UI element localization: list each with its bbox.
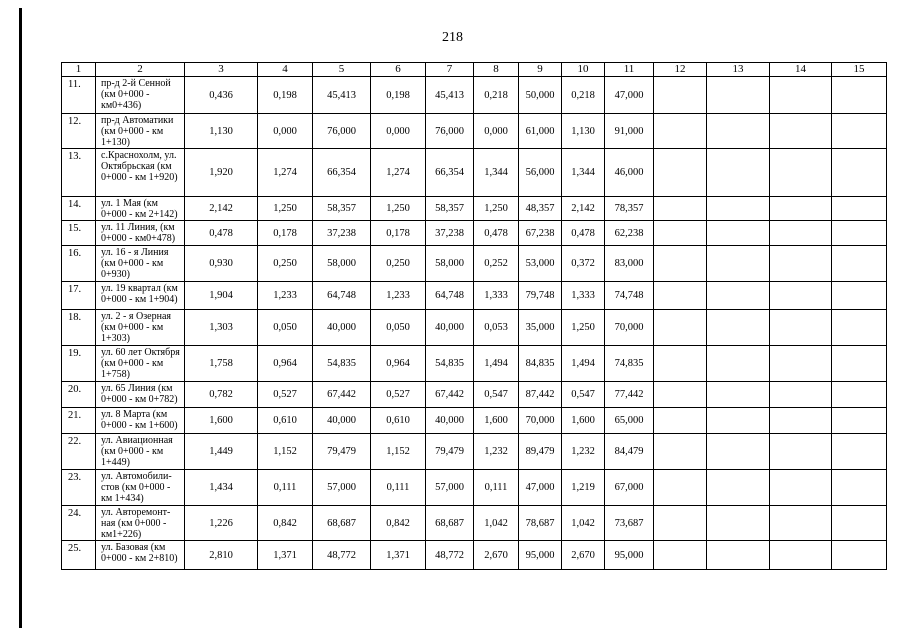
value-cell-col9: 95,000: [519, 541, 562, 570]
empty-cell-col13: [707, 221, 770, 246]
empty-cell-col14: [770, 382, 832, 408]
value-cell-col6: 0,111: [371, 470, 426, 506]
empty-cell-col13: [707, 346, 770, 382]
table-row: [62, 149, 887, 197]
value-cell-col9: 48,357: [519, 197, 562, 221]
empty-cell-col14: [770, 246, 832, 282]
value-cell-col10: 2,670: [562, 541, 605, 570]
value-cell-col11: 83,000: [605, 246, 654, 282]
empty-cell-col13: [707, 408, 770, 434]
value-cell-col11: 84,479: [605, 434, 654, 470]
value-cell-col11: 78,357: [605, 197, 654, 221]
row-number: 18.: [62, 310, 96, 346]
empty-cell-col13: [707, 246, 770, 282]
value-cell-col4: 1,371: [258, 541, 313, 570]
value-cell-col8: 1,232: [474, 434, 519, 470]
table-row: [62, 77, 887, 114]
table-row: [62, 246, 887, 282]
value-cell-col11: 46,000: [605, 149, 654, 197]
value-cell-col10: 1,344: [562, 149, 605, 197]
value-cell-col5: 76,000: [313, 114, 371, 149]
value-cell-col6: 1,274: [371, 149, 426, 197]
value-cell-col5: 68,687: [313, 506, 371, 541]
value-cell-col9: 50,000: [519, 77, 562, 114]
value-cell-col10: 1,250: [562, 310, 605, 346]
empty-cell-col12: [654, 434, 707, 470]
empty-cell-col15: [832, 408, 887, 434]
value-cell-col5: 40,000: [313, 408, 371, 434]
empty-cell-col13: [707, 114, 770, 149]
value-cell-col7: 64,748: [426, 282, 474, 310]
table-row: [62, 434, 887, 470]
value-cell-col9: 53,000: [519, 246, 562, 282]
value-cell-col6: 1,233: [371, 282, 426, 310]
value-cell-col7: 67,442: [426, 382, 474, 408]
value-cell-col3: 1,449: [185, 434, 258, 470]
value-cell-col4: 1,152: [258, 434, 313, 470]
value-cell-col5: 67,442: [313, 382, 371, 408]
value-cell-col5: 58,000: [313, 246, 371, 282]
value-cell-col5: 57,000: [313, 470, 371, 506]
empty-cell-col13: [707, 541, 770, 570]
row-number: 22.: [62, 434, 96, 470]
value-cell-col5: 48,772: [313, 541, 371, 570]
value-cell-col8: 0,252: [474, 246, 519, 282]
empty-cell-col12: [654, 149, 707, 197]
empty-cell-col15: [832, 506, 887, 541]
row-number: 17.: [62, 282, 96, 310]
value-cell-col4: 0,964: [258, 346, 313, 382]
value-cell-col7: 48,772: [426, 541, 474, 570]
street-name: ул. 1 Мая (км 0+000 - км 2+142): [96, 197, 185, 221]
empty-cell-col13: [707, 310, 770, 346]
row-number: 20.: [62, 382, 96, 408]
row-number: 24.: [62, 506, 96, 541]
empty-cell-col12: [654, 114, 707, 149]
value-cell-col7: 40,000: [426, 408, 474, 434]
empty-cell-col15: [832, 470, 887, 506]
empty-cell-col14: [770, 77, 832, 114]
table-row: [62, 382, 887, 408]
empty-cell-col12: [654, 246, 707, 282]
value-cell-col9: 78,687: [519, 506, 562, 541]
value-cell-col8: 1,600: [474, 408, 519, 434]
value-cell-col9: 35,000: [519, 310, 562, 346]
empty-cell-col12: [654, 470, 707, 506]
street-name: ул. Автомобили-стов (км 0+000 - км 1+434): [96, 470, 185, 506]
row-number: 21.: [62, 408, 96, 434]
value-cell-col9: 47,000: [519, 470, 562, 506]
value-cell-col4: 0,178: [258, 221, 313, 246]
value-cell-col8: 0,000: [474, 114, 519, 149]
value-cell-col10: 0,218: [562, 77, 605, 114]
road-data-table: [61, 62, 887, 570]
value-cell-col8: 2,670: [474, 541, 519, 570]
empty-cell-col14: [770, 310, 832, 346]
empty-cell-col14: [770, 541, 832, 570]
value-cell-col5: 40,000: [313, 310, 371, 346]
value-cell-col8: 1,333: [474, 282, 519, 310]
value-cell-col8: 0,053: [474, 310, 519, 346]
value-cell-col4: 0,250: [258, 246, 313, 282]
row-number: 23.: [62, 470, 96, 506]
value-cell-col5: 37,238: [313, 221, 371, 246]
value-cell-col4: 1,250: [258, 197, 313, 221]
value-cell-col4: 0,111: [258, 470, 313, 506]
value-cell-col4: 0,198: [258, 77, 313, 114]
empty-cell-col15: [832, 282, 887, 310]
value-cell-col6: 0,964: [371, 346, 426, 382]
empty-cell-col12: [654, 382, 707, 408]
table-row: [62, 197, 887, 221]
table-row: [62, 541, 887, 570]
value-cell-col7: 68,687: [426, 506, 474, 541]
empty-cell-col14: [770, 114, 832, 149]
row-number: 16.: [62, 246, 96, 282]
street-name: ул. Авиационная (км 0+000 - км 1+449): [96, 434, 185, 470]
empty-cell-col14: [770, 434, 832, 470]
row-number: 15.: [62, 221, 96, 246]
header-cell: 14: [770, 63, 832, 77]
value-cell-col9: 70,000: [519, 408, 562, 434]
header-cell: 7: [426, 63, 474, 77]
street-name: с.Краснохолм, ул. Октябрьская (км 0+000 - км 1+920): [96, 149, 185, 197]
street-name: ул. 16 - я Линия (км 0+000 - км 0+930): [96, 246, 185, 282]
value-cell-col9: 79,748: [519, 282, 562, 310]
header-cell: 12: [654, 63, 707, 77]
value-cell-col10: 1,494: [562, 346, 605, 382]
header-cell: 8: [474, 63, 519, 77]
header-cell: 2: [96, 63, 185, 77]
value-cell-col10: 1,130: [562, 114, 605, 149]
row-number: 25.: [62, 541, 96, 570]
table-row: [62, 408, 887, 434]
value-cell-col6: 1,371: [371, 541, 426, 570]
row-number: 13.: [62, 149, 96, 197]
value-cell-col5: 79,479: [313, 434, 371, 470]
value-cell-col11: 91,000: [605, 114, 654, 149]
value-cell-col11: 65,000: [605, 408, 654, 434]
value-cell-col9: 61,000: [519, 114, 562, 149]
value-cell-col10: 1,600: [562, 408, 605, 434]
value-cell-col3: 1,600: [185, 408, 258, 434]
value-cell-col3: 1,226: [185, 506, 258, 541]
empty-cell-col14: [770, 221, 832, 246]
street-name: ул. 19 квартал (км 0+000 - км 1+904): [96, 282, 185, 310]
empty-cell-col12: [654, 506, 707, 541]
street-name: ул. 11 Линия, (км 0+000 - км0+478): [96, 221, 185, 246]
value-cell-col7: 79,479: [426, 434, 474, 470]
empty-cell-col14: [770, 506, 832, 541]
street-name: ул. 60 лет Октября (км 0+000 - км 1+758): [96, 346, 185, 382]
empty-cell-col13: [707, 470, 770, 506]
value-cell-col4: 0,842: [258, 506, 313, 541]
value-cell-col8: 0,111: [474, 470, 519, 506]
value-cell-col10: 1,232: [562, 434, 605, 470]
empty-cell-col15: [832, 541, 887, 570]
empty-cell-col15: [832, 77, 887, 114]
empty-cell-col13: [707, 506, 770, 541]
empty-cell-col12: [654, 282, 707, 310]
value-cell-col6: 0,050: [371, 310, 426, 346]
value-cell-col3: 1,904: [185, 282, 258, 310]
value-cell-col6: 1,152: [371, 434, 426, 470]
empty-cell-col15: [832, 346, 887, 382]
value-cell-col6: 0,842: [371, 506, 426, 541]
value-cell-col9: 84,835: [519, 346, 562, 382]
street-name: ул. 2 - я Озерная (км 0+000 - км 1+303): [96, 310, 185, 346]
value-cell-col3: 0,436: [185, 77, 258, 114]
value-cell-col8: 0,478: [474, 221, 519, 246]
empty-cell-col15: [832, 197, 887, 221]
empty-cell-col12: [654, 541, 707, 570]
value-cell-col5: 54,835: [313, 346, 371, 382]
value-cell-col11: 67,000: [605, 470, 654, 506]
value-cell-col10: 1,219: [562, 470, 605, 506]
value-cell-col11: 47,000: [605, 77, 654, 114]
value-cell-col10: 1,042: [562, 506, 605, 541]
value-cell-col5: 45,413: [313, 77, 371, 114]
value-cell-col9: 87,442: [519, 382, 562, 408]
value-cell-col7: 66,354: [426, 149, 474, 197]
value-cell-col11: 70,000: [605, 310, 654, 346]
empty-cell-col15: [832, 434, 887, 470]
value-cell-col3: 0,782: [185, 382, 258, 408]
street-name: пр-д Автоматики (км 0+000 - км 1+130): [96, 114, 185, 149]
value-cell-col7: 58,000: [426, 246, 474, 282]
value-cell-col6: 0,527: [371, 382, 426, 408]
value-cell-col8: 1,250: [474, 197, 519, 221]
table-body: [62, 77, 887, 570]
value-cell-col6: 0,000: [371, 114, 426, 149]
value-cell-col6: 0,250: [371, 246, 426, 282]
empty-cell-col13: [707, 149, 770, 197]
street-name: пр-д 2-й Сенной (км 0+000 - км0+436): [96, 77, 185, 114]
empty-cell-col13: [707, 382, 770, 408]
value-cell-col11: 77,442: [605, 382, 654, 408]
value-cell-col7: 45,413: [426, 77, 474, 114]
empty-cell-col13: [707, 197, 770, 221]
header-cell: 11: [605, 63, 654, 77]
value-cell-col3: 2,142: [185, 197, 258, 221]
value-cell-col4: 0,610: [258, 408, 313, 434]
value-cell-col11: 95,000: [605, 541, 654, 570]
table-row: [62, 346, 887, 382]
empty-cell-col12: [654, 197, 707, 221]
header-cell: 13: [707, 63, 770, 77]
value-cell-col9: 67,238: [519, 221, 562, 246]
binding-bar: [19, 8, 22, 628]
value-cell-col4: 0,527: [258, 382, 313, 408]
value-cell-col3: 0,478: [185, 221, 258, 246]
value-cell-col11: 74,835: [605, 346, 654, 382]
header-cell: 6: [371, 63, 426, 77]
empty-cell-col13: [707, 282, 770, 310]
page-number: 218: [442, 30, 463, 45]
header-cell: 9: [519, 63, 562, 77]
value-cell-col10: 0,478: [562, 221, 605, 246]
value-cell-col9: 89,479: [519, 434, 562, 470]
street-name: ул. Базовая (км 0+000 - км 2+810): [96, 541, 185, 570]
table-row: [62, 282, 887, 310]
value-cell-col6: 0,198: [371, 77, 426, 114]
value-cell-col6: 0,610: [371, 408, 426, 434]
value-cell-col7: 57,000: [426, 470, 474, 506]
value-cell-col5: 58,357: [313, 197, 371, 221]
empty-cell-col14: [770, 197, 832, 221]
empty-cell-col15: [832, 382, 887, 408]
value-cell-col5: 66,354: [313, 149, 371, 197]
table-row: [62, 506, 887, 541]
value-cell-col7: 58,357: [426, 197, 474, 221]
value-cell-col3: 1,920: [185, 149, 258, 197]
header-cell: 5: [313, 63, 371, 77]
table-row: [62, 310, 887, 346]
value-cell-col3: 1,758: [185, 346, 258, 382]
empty-cell-col13: [707, 77, 770, 114]
value-cell-col11: 62,238: [605, 221, 654, 246]
header-cell: 1: [62, 63, 96, 77]
empty-cell-col12: [654, 310, 707, 346]
row-number: 19.: [62, 346, 96, 382]
header-cell: 10: [562, 63, 605, 77]
table-row: [62, 114, 887, 149]
value-cell-col7: 76,000: [426, 114, 474, 149]
header-cell: 15: [832, 63, 887, 77]
value-cell-col3: 1,434: [185, 470, 258, 506]
table-row: [62, 221, 887, 246]
value-cell-col5: 64,748: [313, 282, 371, 310]
empty-cell-col14: [770, 346, 832, 382]
value-cell-col4: 0,050: [258, 310, 313, 346]
value-cell-col4: 0,000: [258, 114, 313, 149]
value-cell-col11: 74,748: [605, 282, 654, 310]
street-name: ул. 8 Марта (км 0+000 - км 1+600): [96, 408, 185, 434]
empty-cell-col12: [654, 221, 707, 246]
empty-cell-col14: [770, 282, 832, 310]
value-cell-col11: 73,687: [605, 506, 654, 541]
value-cell-col7: 54,835: [426, 346, 474, 382]
empty-cell-col12: [654, 408, 707, 434]
row-number: 11.: [62, 77, 96, 114]
value-cell-col6: 0,178: [371, 221, 426, 246]
value-cell-col8: 1,042: [474, 506, 519, 541]
value-cell-col7: 37,238: [426, 221, 474, 246]
empty-cell-col12: [654, 77, 707, 114]
empty-cell-col15: [832, 149, 887, 197]
value-cell-col10: 1,333: [562, 282, 605, 310]
value-cell-col9: 56,000: [519, 149, 562, 197]
value-cell-col8: 1,344: [474, 149, 519, 197]
value-cell-col4: 1,274: [258, 149, 313, 197]
header-row: [62, 63, 887, 77]
value-cell-col8: 0,547: [474, 382, 519, 408]
header-cell: 4: [258, 63, 313, 77]
empty-cell-col15: [832, 310, 887, 346]
header-cell: 3: [185, 63, 258, 77]
value-cell-col3: 2,810: [185, 541, 258, 570]
value-cell-col10: 0,547: [562, 382, 605, 408]
empty-cell-col14: [770, 408, 832, 434]
value-cell-col3: 1,303: [185, 310, 258, 346]
value-cell-col8: 0,218: [474, 77, 519, 114]
value-cell-col7: 40,000: [426, 310, 474, 346]
street-name: ул. Авторемонт-ная (км 0+000 - км1+226): [96, 506, 185, 541]
empty-cell-col14: [770, 470, 832, 506]
empty-cell-col12: [654, 346, 707, 382]
value-cell-col3: 0,930: [185, 246, 258, 282]
empty-cell-col15: [832, 221, 887, 246]
row-number: 14.: [62, 197, 96, 221]
value-cell-col10: 2,142: [562, 197, 605, 221]
value-cell-col4: 1,233: [258, 282, 313, 310]
empty-cell-col15: [832, 246, 887, 282]
value-cell-col10: 0,372: [562, 246, 605, 282]
value-cell-col8: 1,494: [474, 346, 519, 382]
empty-cell-col15: [832, 114, 887, 149]
street-name: ул. 65 Линия (км 0+000 - км 0+782): [96, 382, 185, 408]
value-cell-col3: 1,130: [185, 114, 258, 149]
value-cell-col6: 1,250: [371, 197, 426, 221]
empty-cell-col13: [707, 434, 770, 470]
table-row: [62, 470, 887, 506]
row-number: 12.: [62, 114, 96, 149]
empty-cell-col14: [770, 149, 832, 197]
